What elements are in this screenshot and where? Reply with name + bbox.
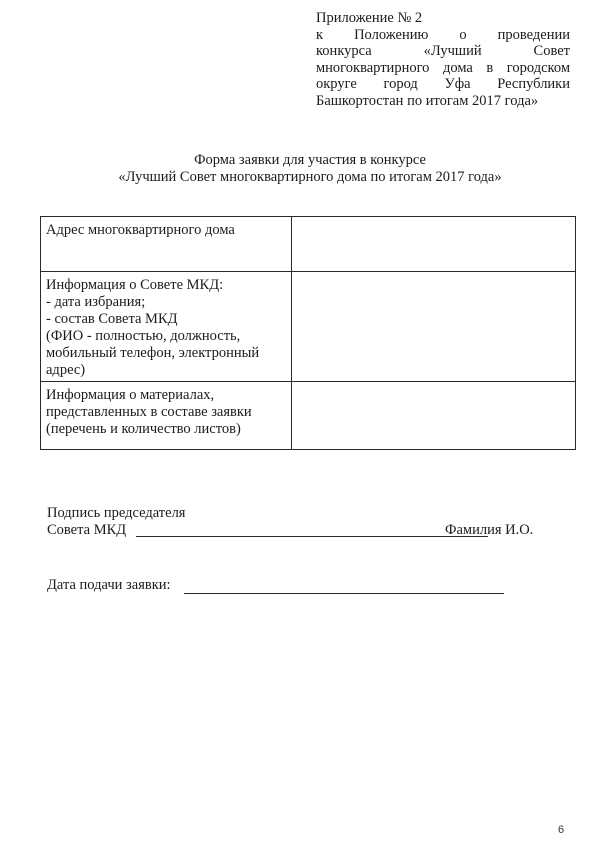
row-label-cell: [41, 272, 292, 382]
submission-date-field[interactable]: [184, 593, 504, 594]
table-row: [41, 382, 576, 450]
submission-date-label: Дата подачи заявки:: [47, 577, 171, 593]
submission-date-row: [47, 577, 517, 595]
row-value-cell-materials[interactable]: [292, 382, 576, 450]
annex-line: к Положению о проведении: [316, 26, 570, 43]
form-title-line-1: Форма заявки для участия в конкурсе: [194, 152, 426, 168]
application-form-table: [40, 216, 576, 450]
row-label-cell: [41, 382, 292, 450]
annex-line: округе город Уфа Республики: [316, 76, 570, 92]
page-number: 6: [558, 824, 565, 836]
row-label-council-info: Информация о Совете МКД: - дата избрания; - состав Совета МКД (ФИО - полностью, должность, мобильный телефон, электронный адрес): [46, 277, 260, 378]
annex-line: многоквартирного дома в городском: [316, 59, 570, 76]
row-value-cell-council-info[interactable]: [292, 272, 576, 382]
annex-line: Башкортостан по итогам 2017 года»: [316, 92, 539, 109]
form-title-line-2: «Лучший Совет многоквартирного дома по итогам 2017 года»: [118, 169, 502, 185]
signature-row: [47, 522, 547, 540]
signature-field[interactable]: [136, 536, 488, 537]
signature-name-placeholder: Фамилия И.О.: [445, 522, 534, 538]
table-row: [41, 217, 576, 272]
annex-title: Приложение № 2: [316, 10, 423, 26]
form-title: [60, 152, 560, 186]
signature-label-line-2: Совета МКД: [47, 522, 127, 538]
row-label-materials: Информация о материалах, представленных в составе заявки (перечень и количество листов): [46, 387, 252, 437]
signature-block: [47, 505, 547, 540]
row-label-address: Адрес многоквартирного дома: [46, 222, 235, 238]
table-row: [41, 272, 576, 382]
row-value-cell-address[interactable]: [292, 217, 576, 272]
annex-header: [316, 10, 570, 109]
row-label-cell: [41, 217, 292, 272]
annex-line: конкурса «Лучший Совет: [316, 43, 570, 59]
signature-label-line-1: Подпись председателя: [47, 505, 186, 521]
